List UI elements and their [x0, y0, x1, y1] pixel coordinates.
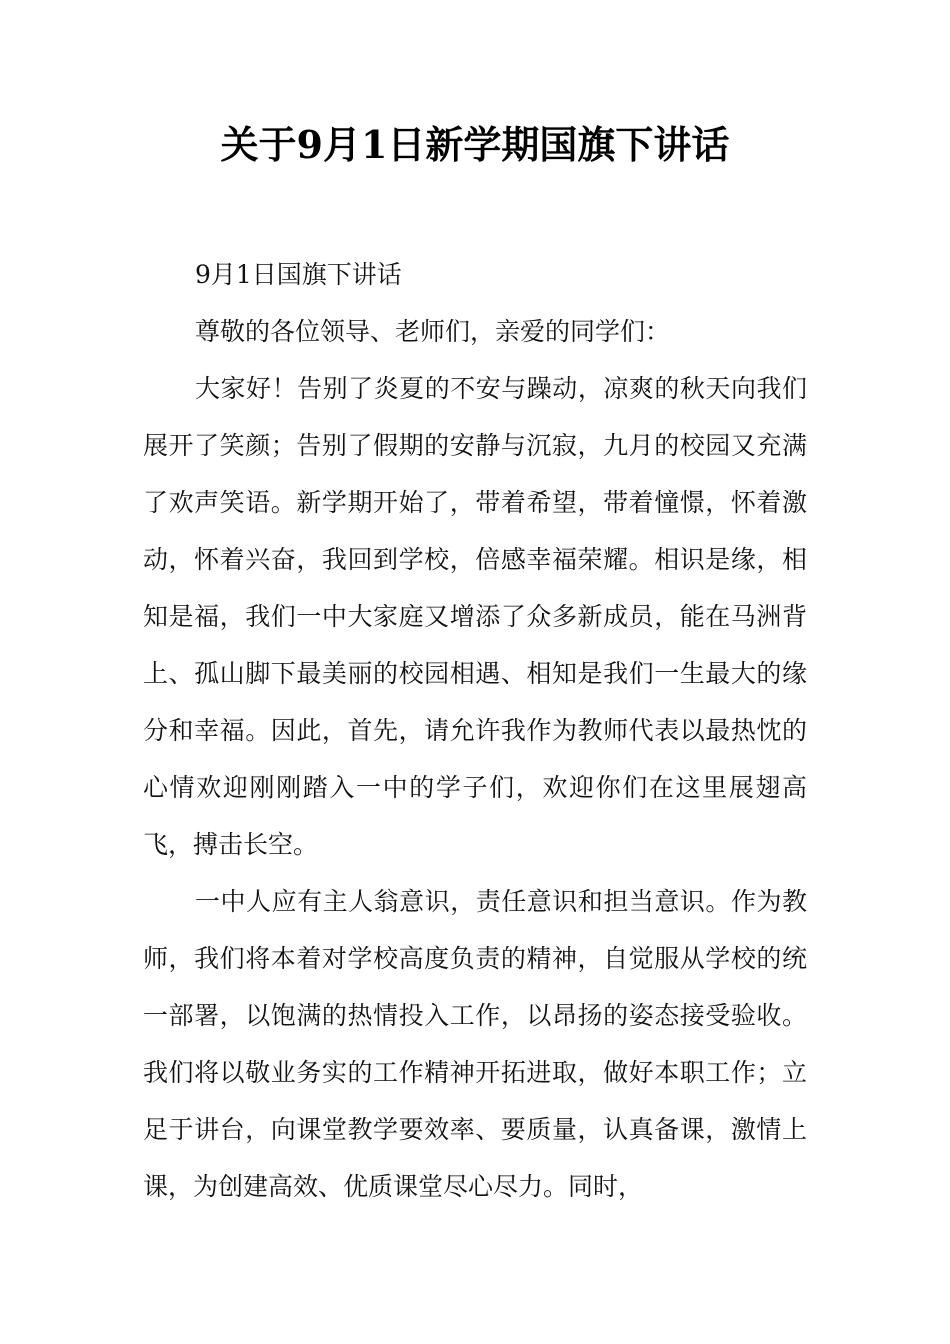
- paragraph-commitment: 一中人应有主人翁意识，责任意识和担当意识。作为教师，我们将本着对学校高度负责的精神，自觉服从学校的统一部署，以饱满的热情投入工作，以昂扬的姿态接受验收。我们将以敬业务实的工作精神开拓进取，做好本职工作；立足于讲台，向课堂教学要效率、要质量，认真备课，激情上课，为创建高效、优质课堂尽心尽力。同时，: [143, 887, 807, 1201]
- document-title: 关于9月1日新学期国旗下讲话: [220, 122, 730, 167]
- paragraph-heading: 9月1日国旗下讲话: [195, 260, 402, 289]
- paragraph-salutation: 尊敬的各位领导、老师们，亲爱的同学们：: [195, 317, 671, 346]
- document-body: [143, 246, 807, 1215]
- paragraph-greeting: 大家好！告别了炎夏的不安与躁动，凉爽的秋天向我们展开了笑颜；告别了假期的安静与沉寂，九月的校园又充满了欢声笑语。新学期开始了，带着希望，带着憧憬，怀着激动，怀着兴奋，我回到学校，倍感幸福荣耀。相识是缘，相知是福，我们一中大家庭又增添了众多新成员，能在马洲背上、孤山脚下最美丽的校园相遇、相知是我们一生最大的缘分和幸福。因此，首先，请允许我作为教师代表以最热忱的心情欢迎刚刚踏入一中的学子们，欢迎你们在这里展翅高飞，搏击长空。: [143, 374, 807, 859]
